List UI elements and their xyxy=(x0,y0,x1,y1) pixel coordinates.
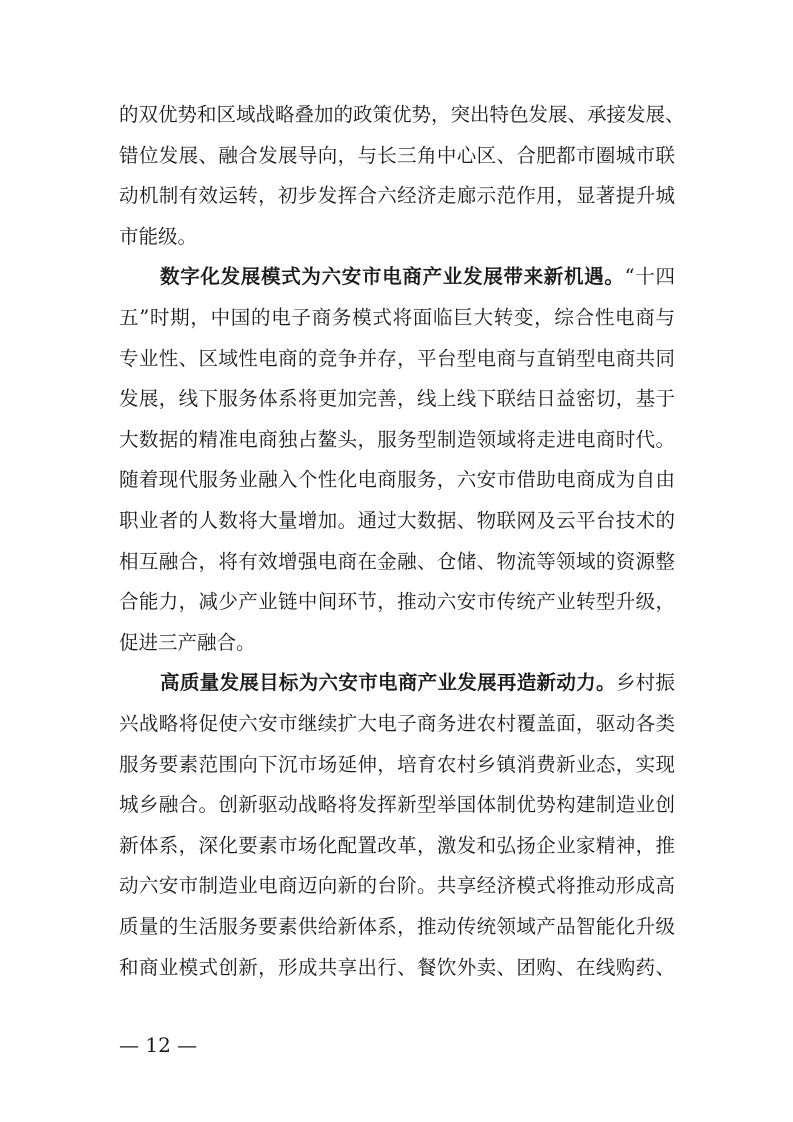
paragraph-2-line-1-rest: “十四 xyxy=(624,265,675,288)
paragraph-2-line-7: 职业者的人数将大量增加。通过大数据、物联网及云平台技术的 xyxy=(119,509,675,532)
page-number: — 12 — xyxy=(119,1033,198,1057)
paragraph-2-line-3: 专业性、区域性电商的竞争并存，平台型电商与直销型电商共同 xyxy=(119,347,675,370)
paragraph-2-line-1 xyxy=(160,264,675,290)
paragraph-2-line-9: 合能力，减少产业链中间环节，推动六安市传统产业转型升级， xyxy=(119,590,675,613)
paragraph-2-line-2: 五”时期，中国的电子商务模式将面临巨大转变，综合性电商与 xyxy=(119,306,675,329)
paragraph-3-line-7: 质量的生活服务要素供给新体系，推动传统领域产品智能化升级 xyxy=(119,915,675,938)
paragraph-1-line-4: 市能级。 xyxy=(119,225,198,248)
paragraph-3-line-1 xyxy=(160,670,675,696)
paragraph-2-line-6: 随着现代服务业融入个性化电商服务，六安市借助电商成为自由 xyxy=(119,468,675,491)
paragraph-2-line-10: 促进三产融合。 xyxy=(119,631,256,654)
paragraph-2-line-5: 大数据的精准电商独占鳌头，服务型制造领域将走进电商时代。 xyxy=(119,428,675,451)
paragraph-3-line-2: 兴战略将促使六安市继续扩大电子商务进农村覆盖面，驱动各类 xyxy=(119,712,675,735)
paragraph-1-line-1: 的双优势和区域战略叠加的政策优势，突出特色发展、承接发展、 xyxy=(119,103,685,126)
paragraph-2-heading: 数字化发展模式为六安市电商产业发展带来新机遇。 xyxy=(160,265,625,288)
paragraph-1-line-3: 动机制有效运转，初步发挥合六经济走廊示范作用，显著提升城 xyxy=(119,184,675,207)
paragraph-3-line-4: 城乡融合。创新驱动战略将发挥新型举国体制优势构建制造业创 xyxy=(119,793,675,816)
paragraph-2-line-8: 相互融合，将有效增强电商在金融、仓储、物流等领域的资源整 xyxy=(119,550,675,573)
paragraph-3-heading: 高质量发展目标为六安市电商产业发展再造新动力。 xyxy=(160,671,616,694)
paragraph-3-line-5: 新体系，深化要素市场化配置改革，激发和弘扬企业家精神，推 xyxy=(119,834,675,857)
paragraph-2-line-4: 发展，线下服务体系将更加完善，线上线下联结日益密切，基于 xyxy=(119,387,675,410)
paragraph-3-line-6: 动六安市制造业电商迈向新的台阶。共享经济模式将推动形成高 xyxy=(119,874,675,897)
paragraph-3-line-3: 服务要素范围向下沉市场延伸，培育农村乡镇消费新业态，实现 xyxy=(119,753,675,776)
paragraph-3-line-1-rest: 乡村振 xyxy=(615,671,675,694)
paragraph-3-line-8: 和商业模式创新，形成共享出行、餐饮外卖、团购、在线购药、 xyxy=(119,956,675,979)
paragraph-1-line-2: 错位发展、融合发展导向，与长三角中心区、合肥都市圈城市联 xyxy=(119,144,675,167)
